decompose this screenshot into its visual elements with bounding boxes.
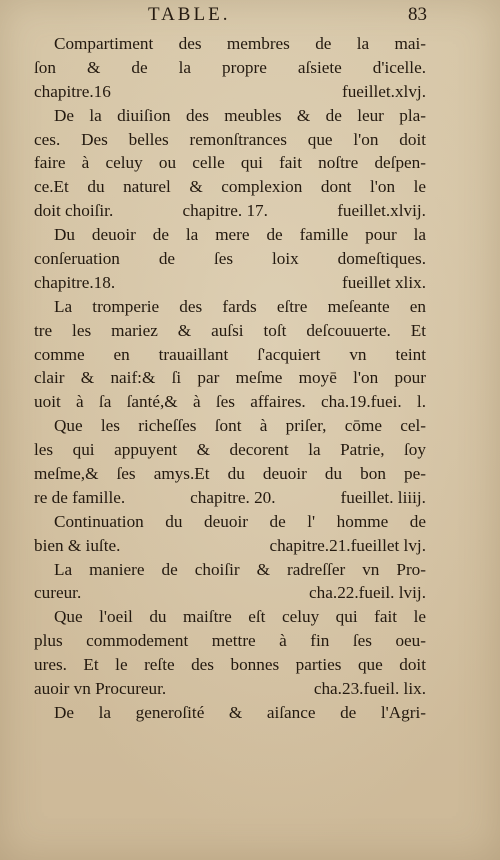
folio-reference: chapitre.21.fueillet lvj. <box>269 535 426 555</box>
toc-line <box>34 438 426 462</box>
toc-line <box>34 343 426 367</box>
running-head-title: TABLE. <box>148 4 231 25</box>
toc-entry <box>34 223 426 295</box>
toc-line <box>34 701 426 725</box>
toc-line <box>34 223 426 247</box>
toc-line-text: plus commodement mettre à fin ſes oeu- <box>34 631 426 651</box>
toc-line <box>34 558 426 582</box>
running-head <box>0 2 500 28</box>
toc-line <box>34 128 426 152</box>
toc-line-text: chapitre.16 <box>34 81 111 101</box>
toc-line-text: clair & naif:& ſi par meſme moyē l'on pour <box>34 368 426 388</box>
toc-entry <box>34 510 426 558</box>
folio-reference: fueillet.xlvj. <box>341 81 426 101</box>
toc-line-text: meſme,& ſes amys.Et du deuoir du bon pe- <box>34 464 426 484</box>
toc-line <box>34 319 426 343</box>
toc-entry <box>34 414 426 510</box>
toc-entry <box>34 558 426 606</box>
toc-line-text: faire à celuy ou celle qui fait noſtre deſpen- <box>34 153 426 173</box>
page-number: 83 <box>408 4 427 25</box>
toc-entry <box>34 32 426 104</box>
toc-line <box>34 510 426 534</box>
toc-line <box>34 414 426 438</box>
toc-line-text: bien & iuſte. <box>34 535 121 555</box>
toc-entry <box>34 701 426 725</box>
toc-line-text: les qui appuyent & decorent la Patrie, ſoy <box>34 440 426 460</box>
toc-line-text: auoir vn Procureur. <box>34 679 167 699</box>
toc-line <box>34 390 426 414</box>
toc-line-text: ces. Des belles remonſtrances que l'on doit <box>34 129 426 149</box>
folio-reference: cha.22.fueil. lvij. <box>309 583 426 603</box>
chapter-reference: chapitre. 17. <box>182 201 268 221</box>
toc-line-text: tre les mariez & auſsi toſt deſcouuerte. Et <box>34 320 426 340</box>
toc-line <box>34 104 426 128</box>
toc-line-text: La tromperie des fards eſtre meſeante en <box>54 296 426 316</box>
toc-line-text: De la diuiſion des meubles & de leur pla- <box>54 105 426 125</box>
toc-line <box>34 56 426 80</box>
toc-line <box>34 151 426 175</box>
toc-line <box>34 677 426 701</box>
toc-line-text: re de famille. <box>34 487 126 507</box>
toc-line <box>34 534 426 558</box>
toc-line-text: comme en trauaillant ſ'acquiert vn teint <box>34 344 426 364</box>
table-of-contents <box>34 32 426 725</box>
toc-line-text: La maniere de choiſir & radreſſer vn Pro- <box>54 559 426 579</box>
toc-line-text: Compartiment des membres de la mai- <box>54 34 426 53</box>
toc-line-text: Continuation du deuoir de l' homme de <box>54 511 426 531</box>
toc-line-text: chapitre.18. <box>34 272 116 292</box>
toc-line <box>34 581 426 605</box>
toc-line-text: Que l'oeil du maiſtre eſt celuy qui fait le <box>54 607 426 627</box>
toc-line <box>34 199 426 223</box>
toc-line-text: Que les richeſſes ſont à priſer, cōme cel- <box>54 416 426 436</box>
toc-line <box>34 653 426 677</box>
toc-entry <box>34 605 426 701</box>
toc-line-text: De la generoſité & aiſance de l'Agri- <box>54 702 426 722</box>
folio-reference: fueillet.xlvij. <box>337 201 426 221</box>
toc-line-text: cureur. <box>34 583 82 603</box>
toc-line-text: ſon & de la propre aſsiete d'icelle. <box>34 57 426 77</box>
folio-reference: fueillet xlix. <box>341 272 426 292</box>
toc-line <box>34 175 426 199</box>
chapter-reference: chapitre. 20. <box>190 487 276 507</box>
folio-reference: cha.23.fueil. lix. <box>313 679 426 699</box>
toc-line <box>34 629 426 653</box>
toc-line <box>34 32 426 56</box>
toc-line <box>34 247 426 271</box>
toc-line <box>34 462 426 486</box>
toc-line-text: conſeruation de ſes loix domeſtiques. <box>34 249 426 269</box>
toc-line <box>34 80 426 104</box>
toc-line <box>34 366 426 390</box>
toc-line-text: Du deuoir de la mere de famille pour la <box>54 225 426 245</box>
toc-line-text: uoit à ſa ſanté,& à ſes affaires. cha.19.fuei. l. <box>34 392 426 412</box>
folio-reference: fueillet. liiij. <box>340 487 426 507</box>
toc-line-text: doit choiſir. <box>34 201 114 221</box>
toc-line-text: ce.Et du naturel & complexion dont l'on le <box>34 177 426 197</box>
toc-line-text: ures. Et le reſte des bonnes parties que doit <box>34 655 426 675</box>
toc-line <box>34 605 426 629</box>
toc-entry <box>34 295 426 414</box>
toc-entry <box>34 104 426 223</box>
toc-line <box>34 486 426 510</box>
toc-line <box>34 271 426 295</box>
toc-line <box>34 295 426 319</box>
